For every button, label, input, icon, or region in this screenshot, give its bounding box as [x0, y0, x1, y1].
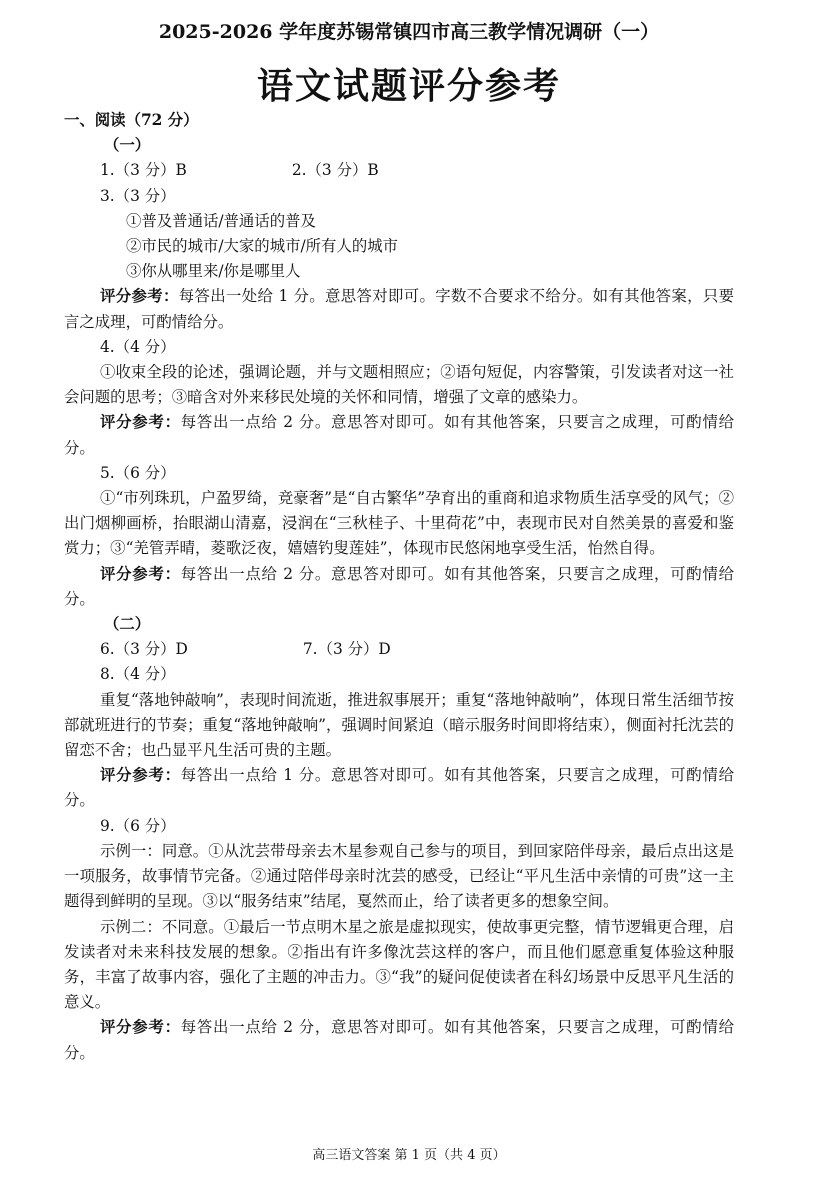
answer-q3-item-3: ③你从哪里来/你是哪里人 [126, 262, 301, 281]
answer-q1: 1.（3 分）B [100, 161, 187, 180]
answer-row-q6-q7 [64, 637, 734, 662]
answer-q8: 重复“落地钟敲响”，表现时间流逝，推进叙事展开；重复“落地钟敲响”，体现日常生活细节按部就班进行的节奏；重复“落地钟敲响”，强调时间紧迫（暗示服务时间即将结束），侧面衬托沈芸的留恋不舍；也凸显平凡生活可贵的主题。 [64, 690, 734, 760]
answer-q3-item-1: ①普及普通话/普通话的普及 [126, 211, 316, 230]
scoring-note-label: 评分参考： [100, 1018, 181, 1037]
scoring-note-label: 评分参考： [100, 564, 181, 583]
scoring-note-text: 每答出一点给 2 分。意思答对即可。如有其他答案，只要言之成理，可酌情给分。 [64, 413, 734, 457]
answer-q6: 6.（3 分）D [100, 640, 188, 659]
exam-title: 2025-2026 学年度苏锡常镇四市高三教学情况调研（一） [158, 21, 660, 43]
section-heading-reading: 一、阅读（72 分） [64, 111, 199, 129]
scoring-note-label: 评分参考： [100, 766, 181, 785]
scoring-note-q5 [64, 562, 734, 612]
answer-q3-item-2: ②市民的城市/大家的城市/所有人的城市 [126, 237, 399, 256]
answer-q2: 2.（3 分）B [291, 161, 379, 180]
scoring-note-q3 [64, 284, 734, 334]
scoring-note-q4 [64, 410, 734, 460]
scoring-note-q8 [64, 763, 734, 813]
part-label-1: （一） [104, 136, 151, 155]
answer-q9-example-2: 示例二：不同意。①最后一节点明木星之旅是虚拟现实，使故事更完整，情节逻辑更合理，启发读者对未来科技发展的想象。②指出有许多像沈芸这样的客户，而且他们愿意重复体验这种服务，丰富了故事内容，强化了主题的冲击力。③“我”的疑问促使读者在科幻场景中反思平凡生活的意义。 [64, 917, 734, 1012]
answer-q4: ①收束全段的论述，强调论题，并与文题相照应；②语句短促，内容警策，引发读者对这一社会问题的思考；③暗含对外来移民处境的关怀和同情，增强了文章的感染力。 [64, 363, 734, 407]
question-head-q9: 9.（6 分） [100, 816, 176, 835]
question-head-q3: 3.（3 分） [100, 186, 176, 205]
answer-q9-example-1: 示例一：同意。①从沈芸带母亲去木星参观自己参与的项目，到回家陪伴母亲，最后点出这是一项服务，故事情节完备。②通过陪伴母亲时沈芸的感受，已经让“平凡生活中亲情的可贵”这一主题得到鲜明的呈现。③以“服务结束”结尾，戛然而止，给了读者更多的想象空间。 [64, 841, 734, 911]
scoring-note-q9 [64, 1015, 734, 1065]
scoring-note-label: 评分参考： [100, 413, 181, 432]
answer-content [64, 108, 734, 1066]
document-title: 语文试题评分参考 [256, 65, 561, 107]
scoring-note-text: 每答出一点给 1 分。意思答对即可。如有其他答案，只要言之成理，可酌情给分。 [64, 766, 734, 810]
answer-q7: 7.（3 分）D [302, 640, 391, 659]
page-footer: 高三语文答案 第 1 页（共 4 页） [312, 1148, 506, 1163]
answer-row-q1-q2 [64, 158, 734, 183]
scoring-note-label: 评分参考： [100, 287, 179, 306]
scoring-note-text: 每答出一处给 1 分。意思答对即可。字数不合要求不给分。如有其他答案，只要言之成理，可酌情给分。 [64, 287, 734, 331]
question-head-q8: 8.（4 分） [100, 665, 176, 684]
scoring-note-text: 每答出一点给 2 分。意思答对即可。如有其他答案，只要言之成理，可酌情给分。 [64, 564, 734, 608]
scoring-note-text: 每答出一点给 2 分，意思答对即可。如有其他答案，只要言之成理，可酌情给分。 [64, 1018, 734, 1062]
question-head-q5: 5.（6 分） [100, 463, 176, 482]
question-head-q4: 4.（4 分） [100, 337, 176, 356]
part-label-2: （二） [104, 615, 151, 634]
answer-q5: ①“市列珠玑，户盈罗绮，竞豪奢”是“自古繁华”孕育出的重商和追求物质生活享受的风气；②出门烟柳画桥，抬眼湖山清嘉，浸润在“三秋桂子、十里荷花”中，表现市民对自然美景的喜爱和鉴赏力；③“羌管弄晴，菱歌泛夜，嬉嬉钓叟莲娃”，体现市民悠闲地享受生活，怡然自得。 [64, 489, 734, 558]
